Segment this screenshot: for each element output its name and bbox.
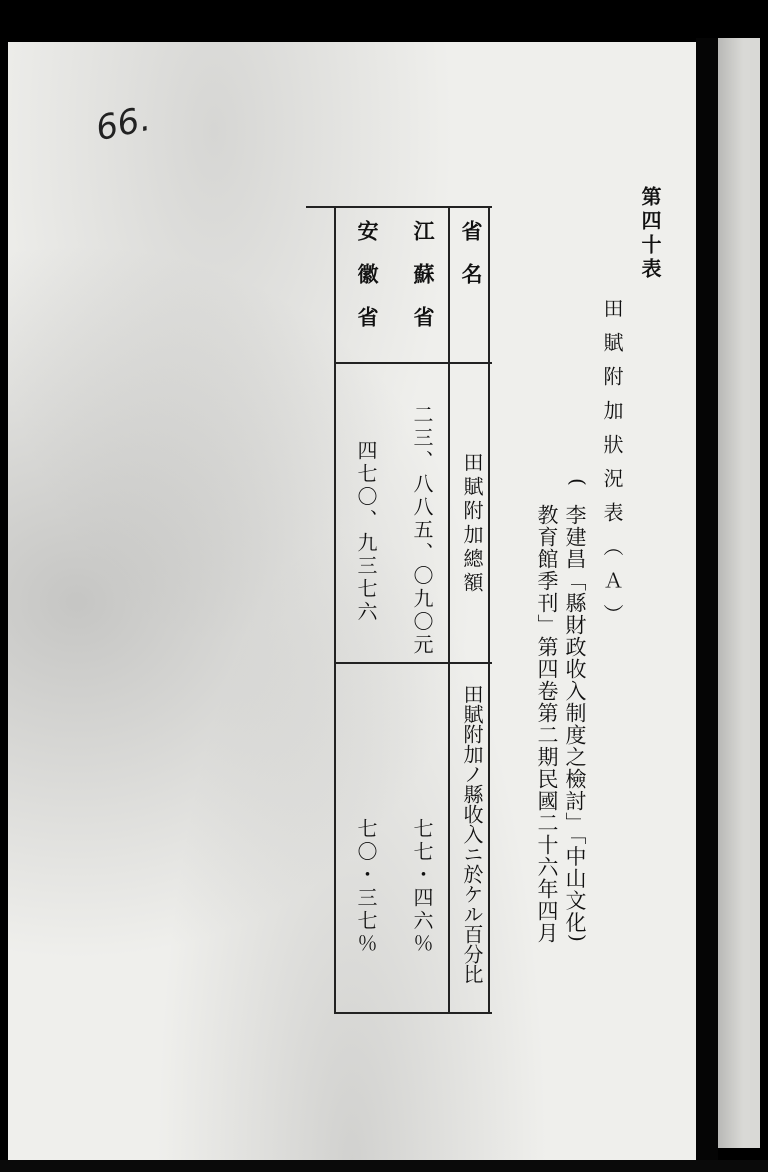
row-2-percent: 七〇・三七％ [354, 818, 378, 956]
row-2-province: 安徽省 [355, 220, 380, 349]
handwritten-page-number: 66. [92, 98, 154, 150]
row-2-total: 四七〇、九三七六 [354, 440, 378, 624]
table-right-border [488, 206, 490, 1014]
row-divider-2 [334, 662, 492, 664]
page-gutter [696, 38, 718, 1172]
source-open-bracket: ( [566, 478, 590, 486]
row-1-percent: 七七・四六％ [410, 818, 434, 956]
data-table [334, 206, 492, 1012]
source-line-1: 李建昌「縣財政收入制度之檢討」「中山文化 [563, 504, 587, 934]
table-title-text: 田賦附加狀況表 [600, 298, 624, 536]
table-title [598, 298, 627, 638]
scan-border [0, 1160, 768, 1172]
source-line-2: 教育館季刊」第四卷第二期民國二十六年四月 [535, 504, 559, 944]
header-percent: 田賦附加ノ縣收入ニ於ケル百分比 [460, 684, 484, 984]
table-bottom-rule [334, 1012, 492, 1014]
table-left-border [334, 206, 336, 1014]
row-1-total: 二三、八八五、〇九〇元 [410, 404, 434, 657]
row-divider-1 [334, 362, 492, 364]
source-close-bracket: ) [566, 934, 590, 942]
table-title-suffix: （Ａ） [600, 536, 624, 638]
header-total: 田賦附加總額 [460, 452, 484, 596]
header-province: 省名 [459, 220, 484, 306]
facing-page-edge [718, 38, 760, 1148]
header-column-divider [448, 206, 450, 1014]
row-1-province: 江蘇省 [411, 220, 436, 349]
table-label: 第四十表 [638, 186, 662, 282]
